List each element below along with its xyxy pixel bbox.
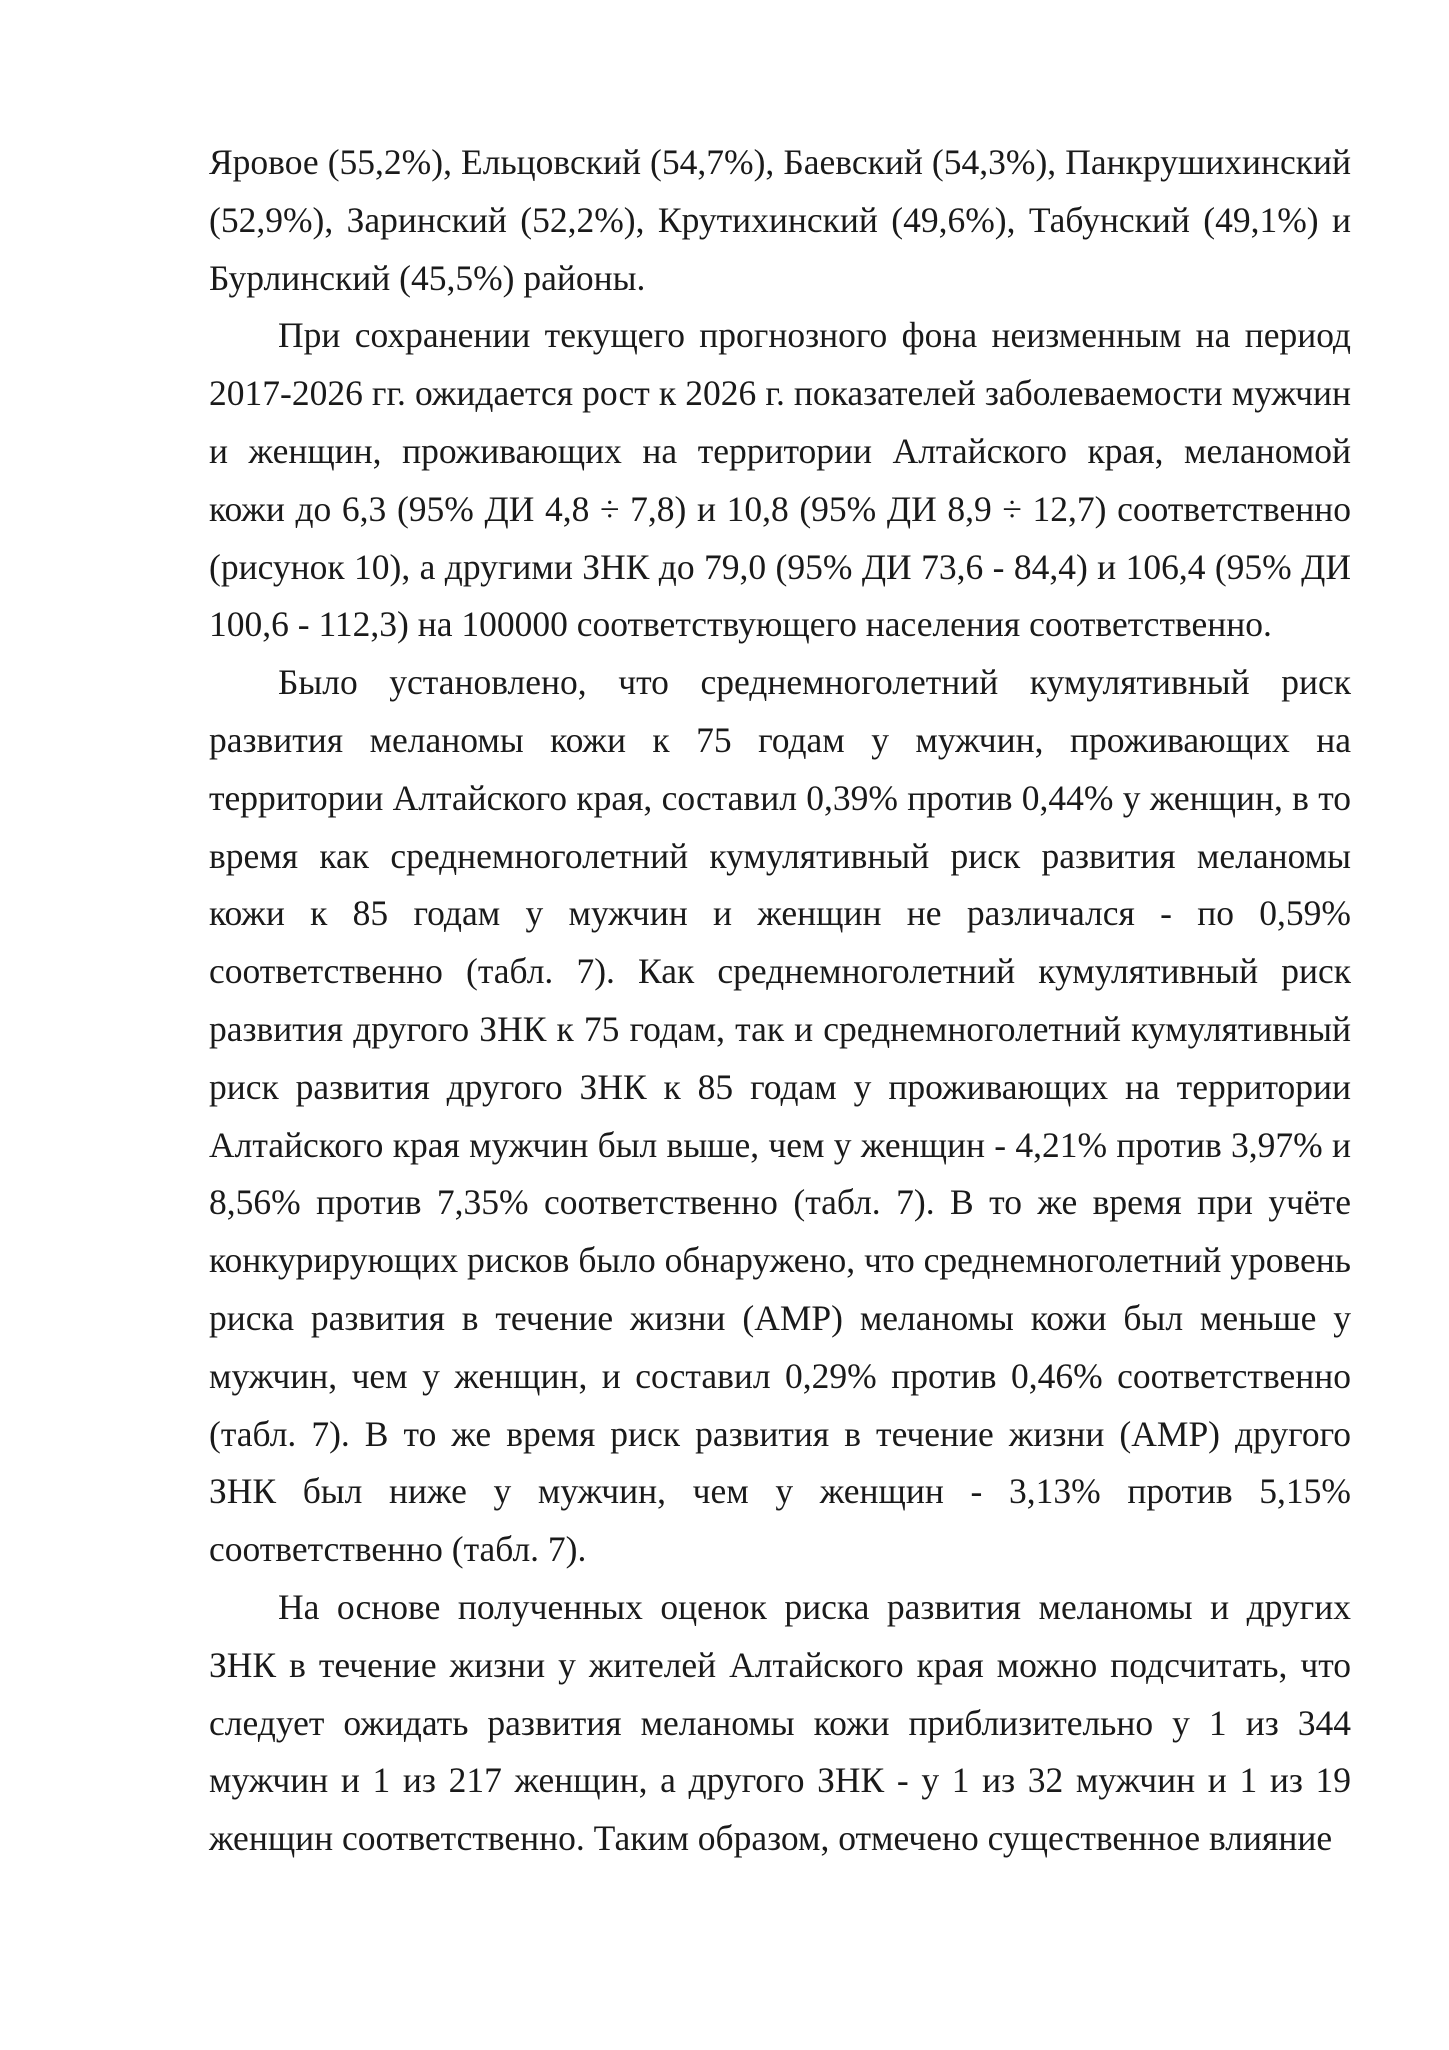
paragraph-cumulative-risk: Было установлено, что среднемноголетний кумулятивный риск развития меланомы кожи к 75 годам у мужчин, проживающих на территории Алтайского края, составил 0,39% против 0,44% у женщин, в то время как среднемноголетний кумулятивный риск развития меланомы кожи к 85 годам у мужчин и женщин не различался - по 0,59% соответственно (табл. 7). Как среднемноголетний кумулятивный риск развития другого ЗНК к 75 годам, так и среднемноголетний кумулятивный риск развития другого ЗНК к 85 годам у проживающих на территории Алтайского края мужчин был выше, чем у женщин - 4,21% против 3,97% и 8,56% против 7,35% соответственно (табл. 7). В то же время при учёте конкурирующих рисков было обнаружено, что среднемноголетний уровень риска развития в течение жизни (AMP) меланомы кожи был меньше у мужчин, чем у женщин, и составил 0,29% против 0,46% соответственно (табл. 7). В то же время риск развития в течение жизни (AMP) другого ЗНК был ниже у мужчин, чем у женщин - 3,13% против 5,15% соответственно (табл. 7). xyxy=(209,662,1351,1570)
paragraph-forecast: При сохранении текущего прогнозного фона неизменным на период 2017-2026 гг. ожидается рост к 2026 г. показателей заболеваемости мужчин и женщин, проживающих на территории Алтайского края, меланомой кожи до 6,3 (95% ДИ 4,8 ÷ 7,8) и 10,8 (95% ДИ 8,9 ÷ 12,7) соответственно (рисунок 10), а другими ЗНК до 79,0 (95% ДИ 73,6 - 84,4) и 106,4 (95% ДИ 100,6 - 112,3) на 100000 соответствующего населения соответственно. xyxy=(209,315,1351,645)
paragraph-continued: Яровое (55,2%), Ельцовский (54,7%), Баевский (54,3%), Панкрушихинский (52,9%), Заринский (52,2%), Крутихинский (49,6%), Табунский (49,1%) и Бурлинский (45,5%) районы. xyxy=(209,142,1351,298)
body-text xyxy=(209,134,1351,1868)
paragraph-lifetime-estimate: На основе полученных оценок риска развития меланомы и других ЗНК в течение жизни у жителей Алтайского края можно подсчитать, что следует ожидать развития меланомы кожи приблизительно у 1 из 344 мужчин и 1 из 217 женщин, а другого ЗНК - у 1 из 32 мужчин и 1 из 19 женщин соответственно. Таким образом, отмечено существенное влияние xyxy=(209,1586,1351,1859)
